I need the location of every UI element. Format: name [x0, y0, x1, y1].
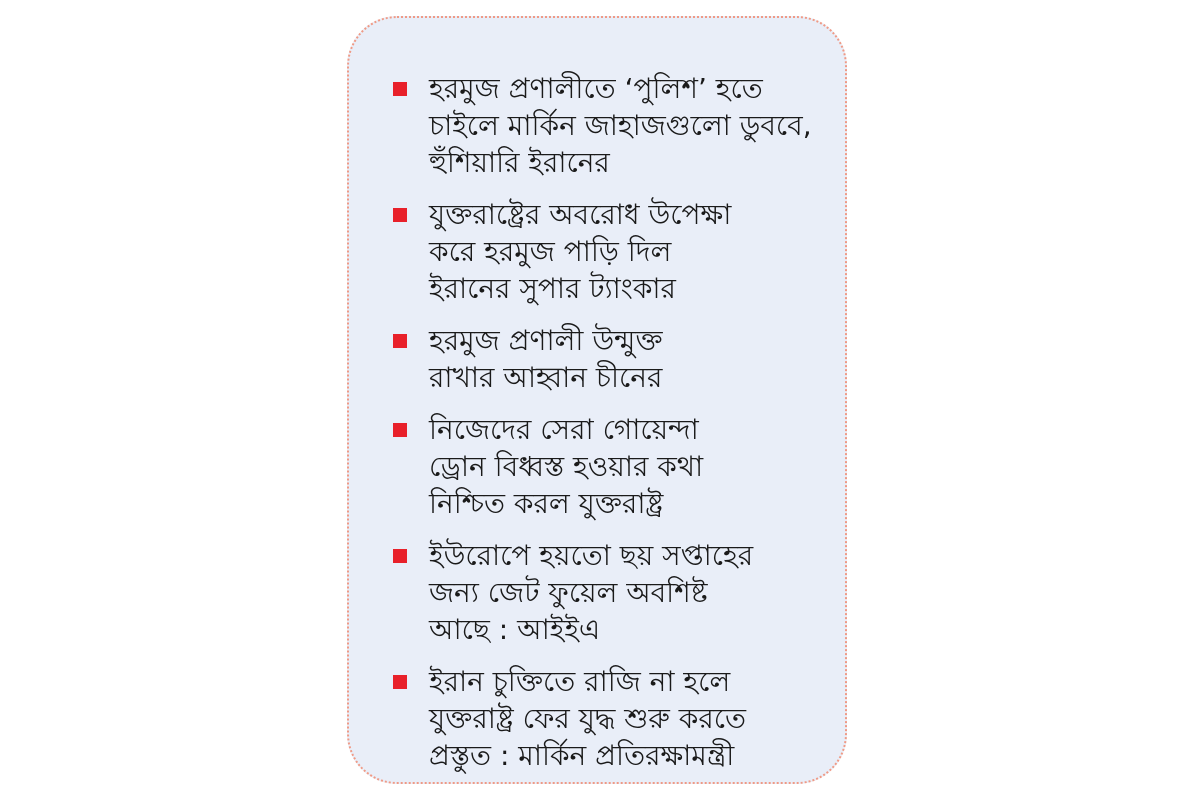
headline-line: হরমুজ প্রণালীতে ‘পুলিশ’ হতে [429, 72, 763, 105]
headline-line: আছে : আইইএ [429, 613, 601, 646]
list-item [393, 322, 833, 396]
headline-line: করে হরমুজ পাড়ি দিল [429, 235, 672, 268]
headline-line: ইউরোপে হয়তো ছয় সপ্তাহের [429, 539, 754, 572]
red-square-bullet-icon [393, 423, 407, 437]
red-square-bullet-icon [393, 549, 407, 563]
headline-line: যুক্তরাষ্ট্র ফের যুদ্ধ শুরু করতে [429, 702, 747, 735]
headline-line: জন্য জেট ফুয়েল অবশিষ্ট [429, 576, 708, 609]
headline-line: হুঁশিয়ারি ইরানের [429, 146, 610, 179]
headline-line: নিজেদের সেরা গোয়েন্দা [429, 413, 699, 446]
red-square-bullet-icon [393, 82, 407, 96]
headline-line: ইরানের সুপার ট্যাংকার [429, 272, 676, 305]
list-item [393, 196, 833, 307]
headline-list [393, 70, 833, 789]
list-item [393, 537, 833, 648]
headline-line: হরমুজ প্রণালী উন্মুক্ত [429, 324, 663, 357]
red-square-bullet-icon [393, 675, 407, 689]
red-square-bullet-icon [393, 208, 407, 222]
headline-line: নিশ্চিত করল যুক্তরাষ্ট্র [429, 487, 664, 520]
headline-line: রাখার আহ্বান চীনের [429, 361, 663, 394]
red-square-bullet-icon [393, 334, 407, 348]
list-item [393, 411, 833, 522]
list-item [393, 663, 833, 774]
list-item [393, 70, 833, 181]
headline-line: চাইলে মার্কিন জাহাজগুলো ডুববে, [429, 109, 812, 142]
news-highlights-panel [347, 16, 847, 784]
headline-line: যুক্তরাষ্ট্রের অবরোধ উপেক্ষা [429, 198, 732, 231]
headline-line: ড্রোন বিধ্বস্ত হওয়ার কথা [429, 450, 704, 483]
headline-line: প্রস্তুত : মার্কিন প্রতিরক্ষামন্ত্রী [429, 739, 735, 772]
headline-line: ইরান চুক্তিতে রাজি না হলে [429, 665, 731, 698]
